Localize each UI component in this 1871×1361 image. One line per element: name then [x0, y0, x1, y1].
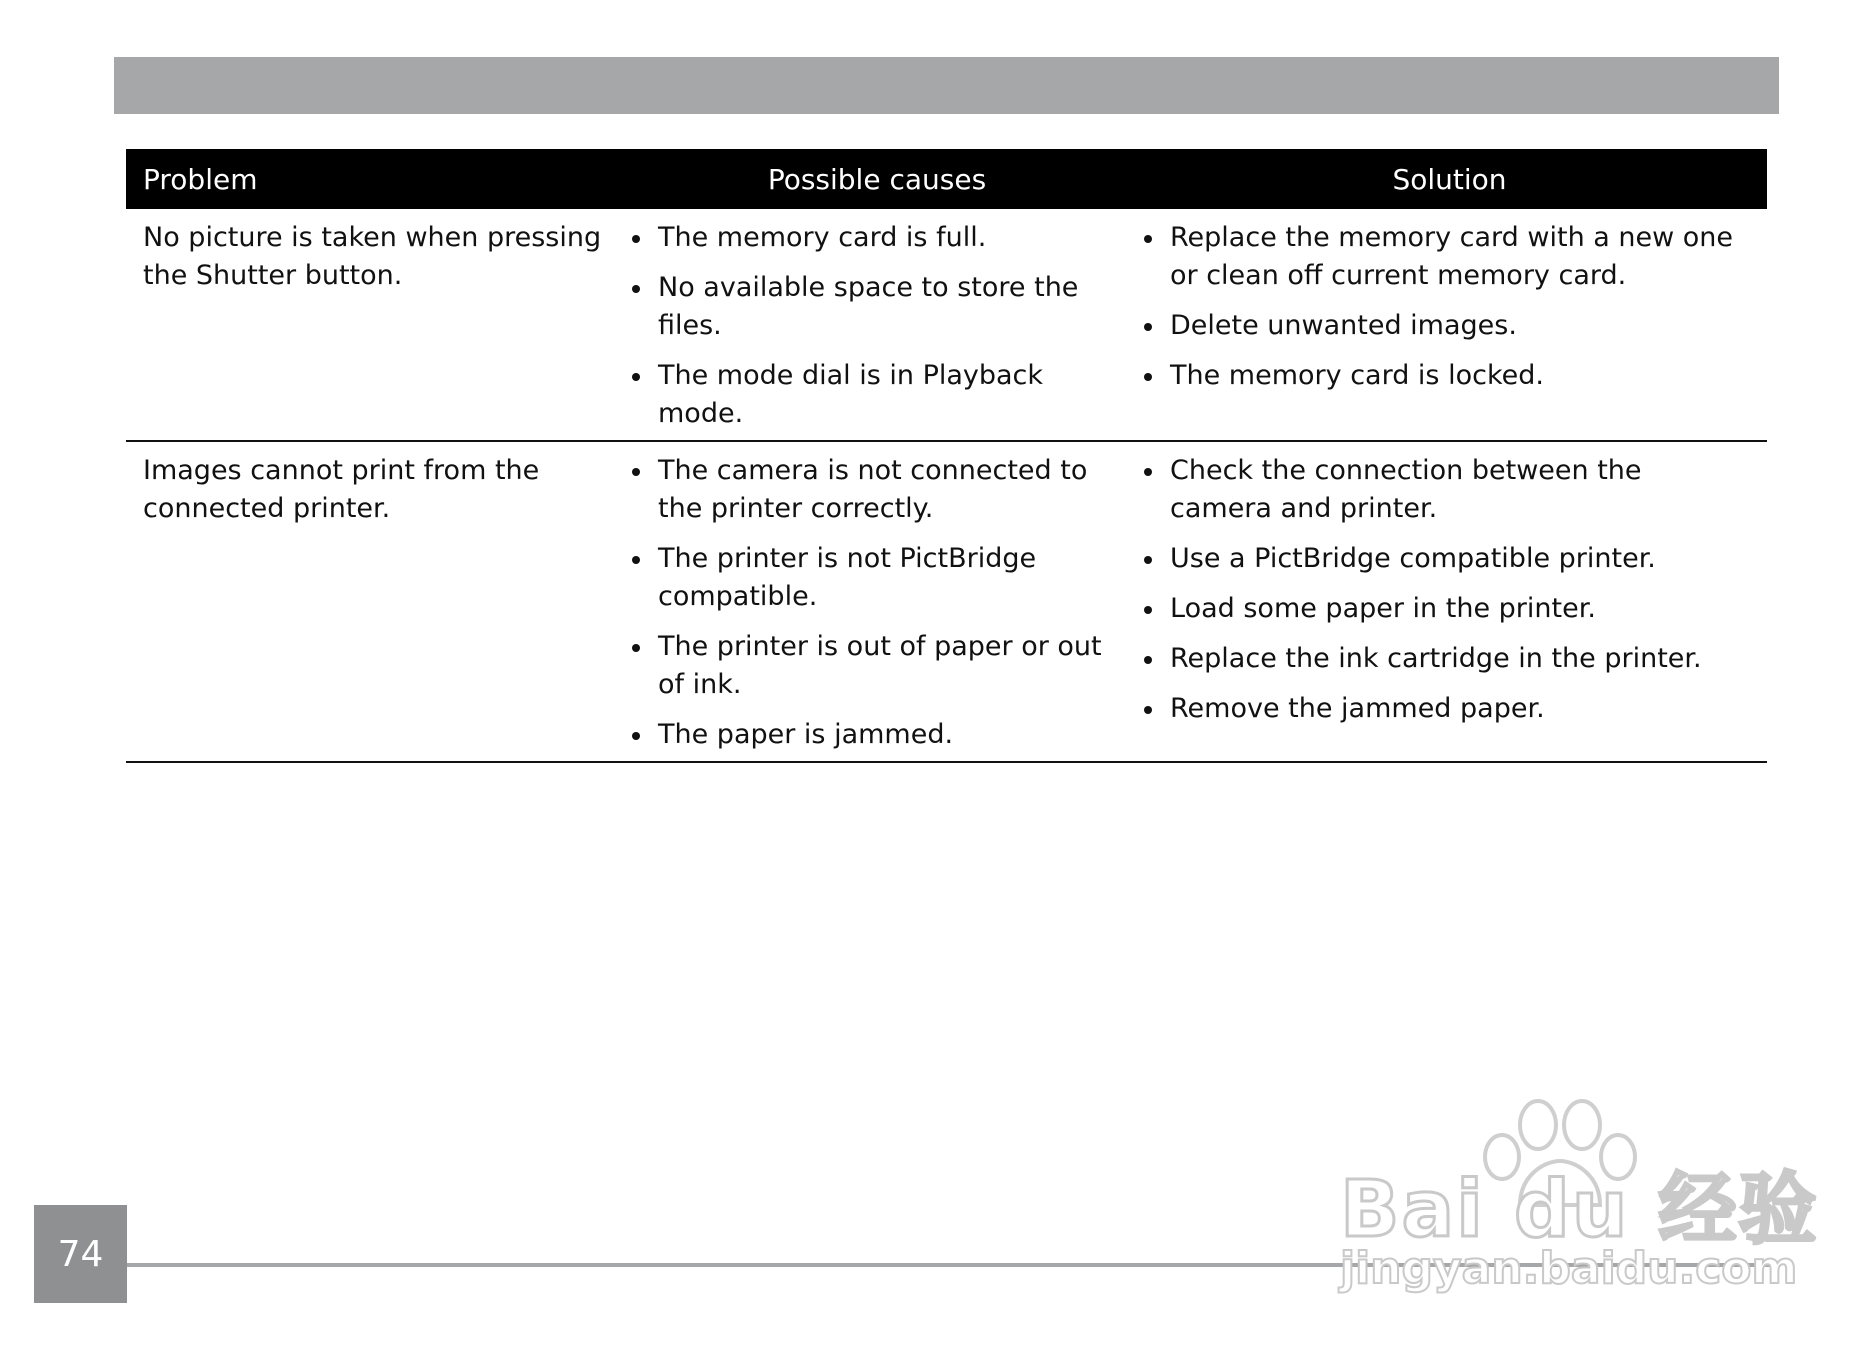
- watermark-brand: Bai du 经验: [1340, 1165, 1819, 1255]
- solution-item: Replace the ink cartridge in the printer.: [1134, 640, 1747, 678]
- problem-cell: Images cannot print from the connected printer.: [126, 441, 622, 762]
- cause-item: The memory card is full.: [622, 219, 1124, 257]
- causes-list: [622, 219, 1124, 433]
- page-number: 74: [57, 1233, 104, 1275]
- solutions-list: [1134, 452, 1747, 728]
- causes-cell: [622, 209, 1132, 441]
- solution-item: Use a PictBridge compatible printer.: [1134, 540, 1747, 578]
- solution-item: Delete unwanted images.: [1134, 307, 1747, 345]
- cause-item: The paper is jammed.: [622, 716, 1124, 754]
- header-problem: Problem: [126, 149, 622, 209]
- solution-item: The memory card is locked.: [1134, 357, 1747, 395]
- header-solution: Solution: [1132, 149, 1767, 209]
- header-possible-causes: Possible causes: [622, 149, 1132, 209]
- watermark-url: jingyan.baidu.com: [1340, 1243, 1798, 1294]
- table-row: [126, 209, 1767, 441]
- cause-item: The printer is out of paper or out of ink.: [622, 628, 1124, 704]
- solution-item: Check the connection between the camera and printer.: [1134, 452, 1747, 528]
- causes-list: [622, 452, 1124, 754]
- header-band: [114, 57, 1779, 114]
- solution-cell: [1132, 209, 1767, 441]
- causes-cell: [622, 441, 1132, 762]
- cause-item: The camera is not connected to the printer correctly.: [622, 452, 1124, 528]
- troubleshooting-table: [126, 149, 1767, 763]
- problem-cell: No picture is taken when pressing the Shutter button.: [126, 209, 622, 441]
- solution-cell: [1132, 441, 1767, 762]
- cause-item: The printer is not PictBridge compatible.: [622, 540, 1124, 616]
- table-row: [126, 441, 1767, 762]
- solution-item: Load some paper in the printer.: [1134, 590, 1747, 628]
- solutions-list: [1134, 219, 1747, 395]
- cause-item: No available space to store the files.: [622, 269, 1124, 345]
- page-number-box: [34, 1205, 127, 1303]
- solution-item: Replace the memory card with a new one or clean off current memory card.: [1134, 219, 1747, 295]
- solution-item: Remove the jammed paper.: [1134, 690, 1747, 728]
- baidu-watermark: [1340, 1095, 1819, 1305]
- cause-item: The mode dial is in Playback mode.: [622, 357, 1124, 433]
- table-header-row: [126, 149, 1767, 209]
